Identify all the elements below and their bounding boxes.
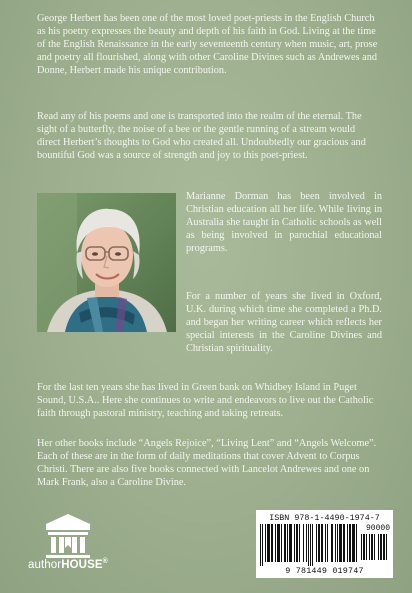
intro-paragraph-2: Read any of his poems and one is transported into the realm of the eternal. The sight of a butterfly, the noise of a bee or the gentle running of a stream would direct Herbert’s thoughts to God who created all. Undoubtedly our gracious and bountiful God was a source of strength and joy to this poet-priest.	[37, 111, 366, 161]
barcode-bar	[374, 534, 375, 560]
barcode-bar	[281, 524, 282, 562]
publisher-trademark: ®	[102, 558, 108, 565]
barcode-bar	[299, 524, 300, 562]
barcode-bar	[271, 524, 273, 562]
barcode-bar	[337, 524, 338, 562]
ean-barcode-bars	[260, 524, 358, 566]
barcode-bar	[287, 524, 288, 562]
barcode-bar	[277, 524, 280, 562]
barcode-bar	[352, 524, 355, 562]
barcode-bar	[347, 524, 348, 562]
barcode-bar	[265, 524, 266, 562]
barcode-bar	[331, 524, 333, 562]
addon-barcode-bars	[361, 534, 389, 564]
barcode-bar	[312, 524, 313, 566]
intro-paragraph-1: George Herbert has been one of the most loved poet-priests in the English Church as his poetry expresses the beauty and depth of his faith in God. Living at the time of the English Renaissance in the early seventeenth century when music, art, prose and poetry all flourished, along with other Caroline Divines such as Andrewes and Donne, Herbert made his unique contribution.	[37, 13, 378, 76]
ean-digits: 9 781449 019747	[285, 566, 364, 576]
publisher-name-part1: author	[28, 558, 62, 571]
barcode-bar	[363, 534, 365, 560]
barcode-bar	[386, 534, 387, 560]
barcode-bar	[316, 524, 317, 562]
barcode-bar	[361, 534, 362, 560]
author-photo	[37, 193, 176, 332]
isbn-label: ISBN 978-1-4490-1974-7	[269, 513, 380, 523]
barcode-bar	[284, 524, 286, 562]
barcode-bar	[318, 524, 320, 562]
barcode-bar	[369, 534, 370, 560]
barcode-bar	[343, 524, 345, 562]
barcode-bar	[267, 524, 270, 562]
barcode-bar	[275, 524, 276, 562]
author-bio-paragraph-1: Marianne Dorman has been involved in Christian education all her life. While living in Australia she taught in Catholic schools as well as being involved in parochial educational programs.	[186, 191, 382, 254]
barcode-bar	[339, 524, 342, 562]
author-portrait-illustration	[37, 193, 176, 332]
barcode-bar	[321, 524, 323, 562]
barcode-bar	[262, 524, 263, 566]
barcode-bar	[296, 524, 298, 562]
barcode-bar	[308, 524, 309, 566]
barcode-bar	[371, 534, 373, 560]
barcode-bar	[289, 524, 292, 562]
closing-paragraph-2: Her other books include “Angels Rejoice”, “Living Lent” and “Angels Welcome”. Each of these are in the form of daily meditations that cover Advent to Corpus Christi. There are also five books connected with Lancelot Andrewes and one on Mark Frank, also a Caroline Divine.	[37, 438, 377, 488]
author-bio-paragraph-2: For a number of years she lived in Oxford, U.K. during which time she completed a Ph.D. and began her writing career which reflects her special interests in the Caroline Divines and Christian spirituality.	[186, 291, 382, 354]
closing-paragraph-1: For the last ten years she has lived in Green bank on Whidbey Island in Puget Sound, U.S.A.. Here she continues to write and endeavors to live out the Catholic faith through pastoral ministry, teaching and taking retreats.	[37, 382, 374, 419]
barcode-bar	[335, 524, 336, 562]
publisher-logo-wordmark	[28, 558, 108, 571]
barcode-bar	[327, 524, 328, 562]
barcode-bar	[310, 524, 311, 566]
barcode-bar	[303, 524, 304, 562]
barcode-bar	[366, 534, 367, 560]
isbn-barcode	[256, 510, 393, 578]
publisher-name-part2: HOUSE	[61, 558, 103, 571]
barcode-bar	[260, 524, 261, 566]
barcode-bar	[380, 534, 382, 560]
barcode-bar	[306, 524, 307, 562]
barcode-bar	[294, 524, 295, 562]
barcode-bar	[383, 534, 385, 560]
authorhouse-logo-icon	[24, 512, 114, 582]
barcode-bar	[325, 524, 326, 562]
barcode-bar	[349, 524, 351, 562]
price-code: 90000	[365, 524, 390, 533]
barcode-bar	[356, 524, 357, 562]
barcode-bar	[378, 534, 379, 560]
